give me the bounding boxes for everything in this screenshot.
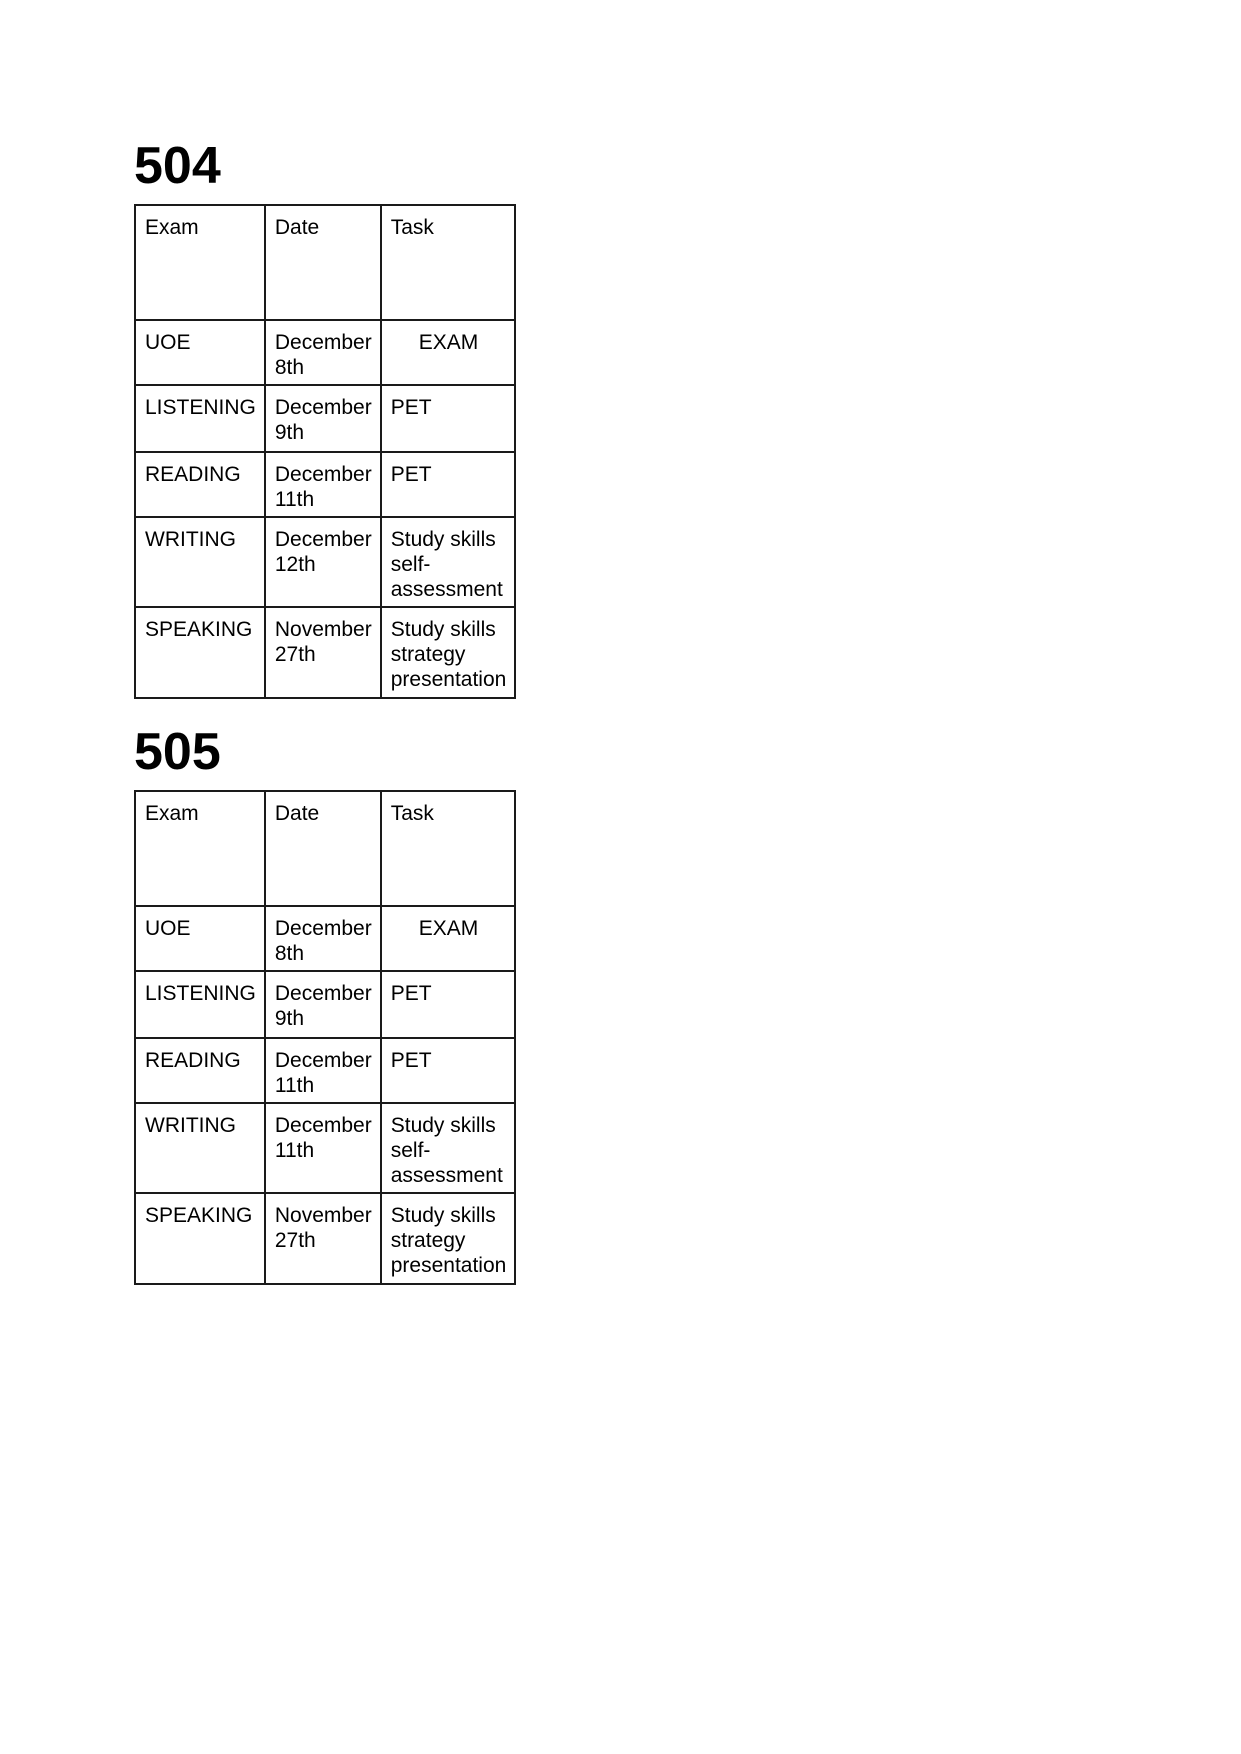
- table-row: [135, 1038, 515, 1103]
- table-header-row: [135, 205, 515, 320]
- table-row: [135, 607, 515, 698]
- table-header-row: [135, 791, 515, 906]
- header-exam: Exam: [135, 205, 265, 320]
- cell-task: EXAM: [381, 906, 516, 971]
- cell-date: November 27th: [265, 1193, 381, 1284]
- section-504: [134, 137, 507, 691]
- cell-task: Study skills self-assessment: [381, 1103, 516, 1193]
- table-row: [135, 971, 515, 1038]
- header-task: Task: [381, 791, 516, 906]
- cell-task: PET: [381, 971, 516, 1038]
- table-row: [135, 1103, 515, 1193]
- cell-exam: LISTENING: [135, 971, 265, 1038]
- cell-exam: WRITING: [135, 517, 265, 607]
- table-row: [135, 385, 515, 452]
- cell-date: December 8th: [265, 906, 381, 971]
- cell-task: Study skills strategy presentation: [381, 607, 516, 698]
- header-date: Date: [265, 205, 381, 320]
- table-row: [135, 452, 515, 517]
- cell-date: December 11th: [265, 1038, 381, 1103]
- cell-exam: SPEAKING: [135, 607, 265, 698]
- cell-task: Study skills self-assessment: [381, 517, 516, 607]
- cell-date: December 11th: [265, 1103, 381, 1193]
- cell-task: PET: [381, 385, 516, 452]
- cell-task: EXAM: [381, 320, 516, 385]
- table-row: [135, 517, 515, 607]
- table-row: [135, 906, 515, 971]
- section-heading: 504: [134, 137, 221, 195]
- schedule-table: [134, 204, 516, 699]
- cell-exam: UOE: [135, 906, 265, 971]
- schedule-table: [134, 790, 516, 1285]
- table-row: [135, 320, 515, 385]
- cell-task: Study skills strategy presentation: [381, 1193, 516, 1284]
- cell-date: December 8th: [265, 320, 381, 385]
- cell-exam: WRITING: [135, 1103, 265, 1193]
- cell-exam: LISTENING: [135, 385, 265, 452]
- cell-date: December 12th: [265, 517, 381, 607]
- cell-task: PET: [381, 1038, 516, 1103]
- header-exam: Exam: [135, 791, 265, 906]
- table-row: [135, 1193, 515, 1284]
- cell-date: December 9th: [265, 385, 381, 452]
- cell-date: November 27th: [265, 607, 381, 698]
- cell-task: PET: [381, 452, 516, 517]
- section-heading: 505: [134, 723, 221, 781]
- cell-exam: UOE: [135, 320, 265, 385]
- section-505: [134, 723, 507, 1277]
- cell-date: December 11th: [265, 452, 381, 517]
- header-task: Task: [381, 205, 516, 320]
- cell-date: December 9th: [265, 971, 381, 1038]
- header-date: Date: [265, 791, 381, 906]
- cell-exam: READING: [135, 452, 265, 517]
- cell-exam: SPEAKING: [135, 1193, 265, 1284]
- cell-exam: READING: [135, 1038, 265, 1103]
